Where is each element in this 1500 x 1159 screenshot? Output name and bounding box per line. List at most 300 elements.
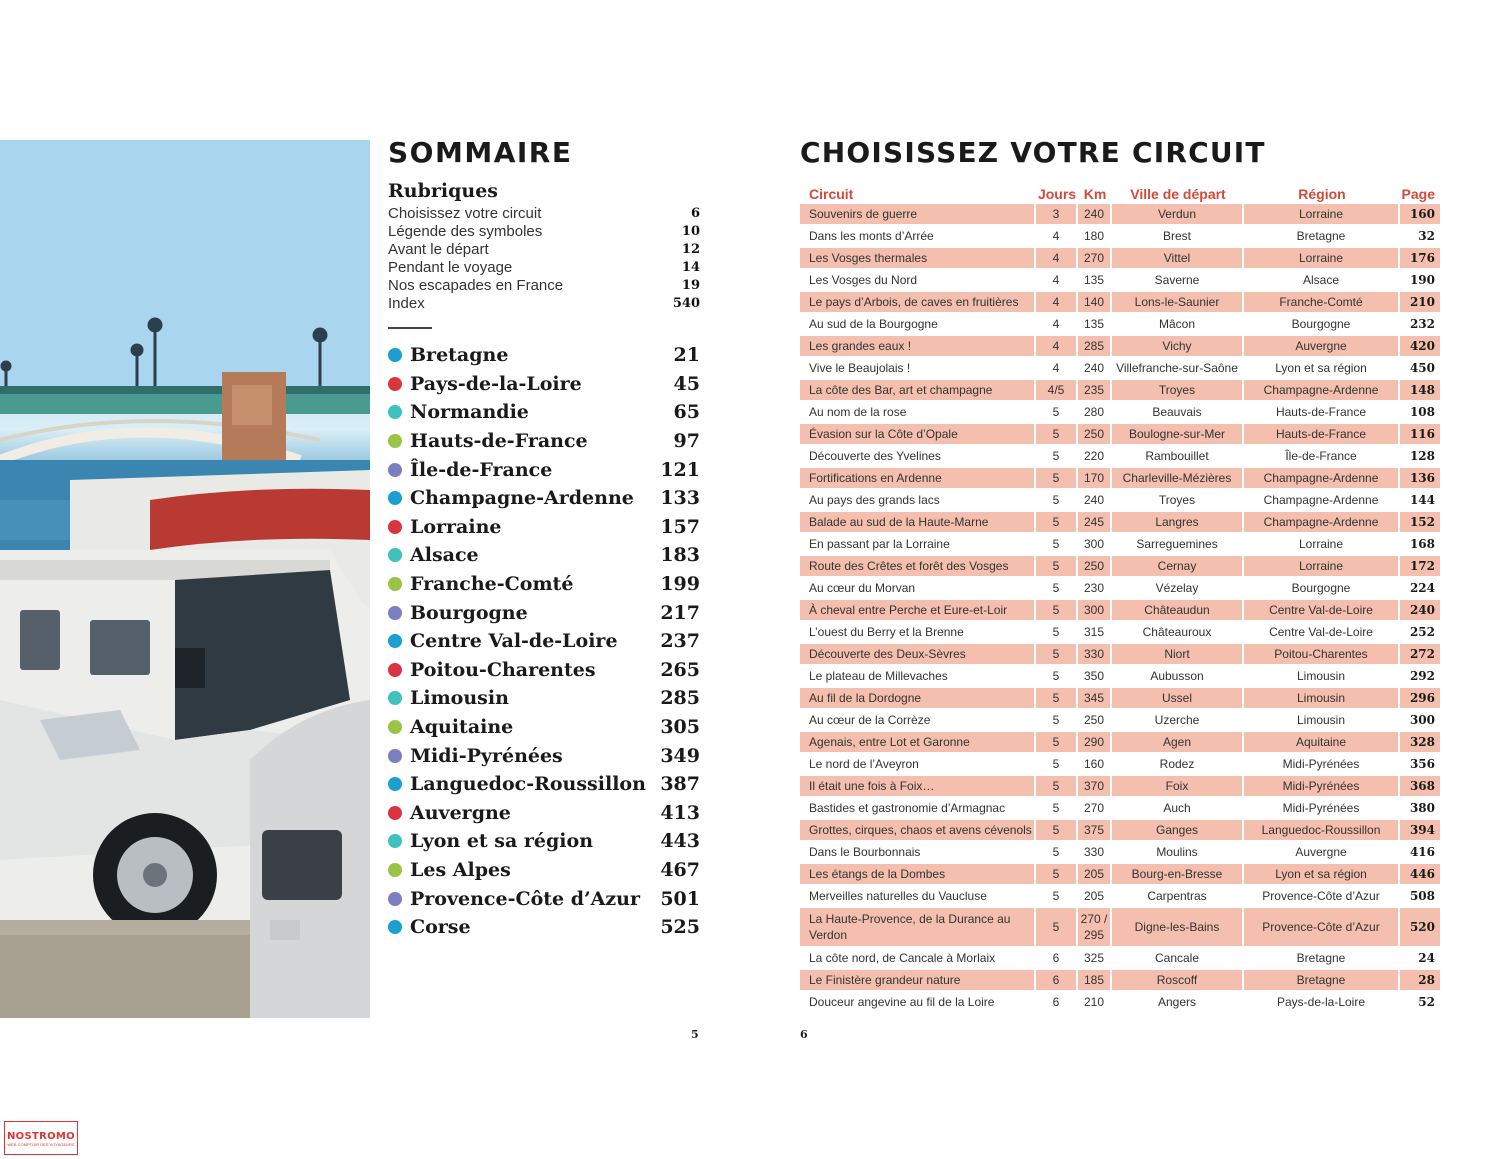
region-page: 501 [660,887,700,910]
cell-km: 250 [1078,556,1112,578]
cell-region: Lorraine [1244,248,1400,270]
region-item [388,627,700,656]
table-row [800,490,1440,512]
region-color-dot [388,463,402,477]
table-row [800,358,1440,380]
cell-km: 240 [1078,358,1112,380]
cell-km: 300 [1078,600,1112,622]
cover-photo [0,140,370,1018]
rubrique-label: Avant le départ [388,241,489,258]
region-name: Auvergne [410,801,511,824]
cell-km: 240 [1078,490,1112,512]
cell-km: 140 [1078,292,1112,314]
cell-region: Lyon et sa région [1244,864,1400,886]
cell-ville-depart: Vichy [1112,336,1244,358]
rubriques-heading: Rubriques [388,180,499,202]
cell-ville-depart: Troyes [1112,380,1244,402]
cell-ville-depart: Uzerche [1112,710,1244,732]
regions-list [388,341,700,941]
cell-ville-depart: Charleville-Mézières [1112,468,1244,490]
cell-region: Champagne-Ardenne [1244,468,1400,490]
region-color-dot [388,920,402,934]
cell-page: 272 [1400,644,1440,666]
region-page: 133 [660,487,700,510]
table-row [800,666,1440,688]
cell-circuit-name: Fortifications en Ardenne [800,468,1036,490]
cell-region: Lorraine [1244,556,1400,578]
region-color-dot [388,777,402,791]
cell-page: 380 [1400,798,1440,820]
region-name: Bourgogne [410,601,528,624]
table-row [800,864,1440,886]
region-name: Bretagne [410,344,509,367]
cell-region: Lorraine [1244,204,1400,226]
region-name: Languedoc-Roussillon [410,773,646,796]
divider [388,327,432,329]
region-item [388,570,700,599]
cell-km: 270 / 295 [1078,908,1112,948]
cell-ville-depart: Ganges [1112,820,1244,842]
cell-page: 24 [1400,948,1440,970]
cell-region: Centre Val-de-Loire [1244,600,1400,622]
cell-km: 245 [1078,512,1112,534]
region-color-dot [388,634,402,648]
region-color-dot [388,834,402,848]
column-header-ville: Ville de départ [1130,186,1226,202]
region-page: 217 [660,601,700,624]
table-row [800,314,1440,336]
table-row [800,292,1440,314]
cell-km: 330 [1078,842,1112,864]
cell-ville-depart: Foix [1112,776,1244,798]
table-row [800,468,1440,490]
table-row [800,908,1440,948]
cell-page: 176 [1400,248,1440,270]
table-row [800,226,1440,248]
cell-ville-depart: Châteaudun [1112,600,1244,622]
cell-jours: 5 [1036,842,1078,864]
region-item [388,713,700,742]
table-row [800,886,1440,908]
circuit-title: CHOISISSEZ VOTRE CIRCUIT [800,136,1266,169]
region-page: 97 [673,430,700,453]
region-color-dot [388,491,402,505]
cell-jours: 5 [1036,446,1078,468]
cell-jours: 4 [1036,292,1078,314]
cell-page: 292 [1400,666,1440,688]
cell-km: 375 [1078,820,1112,842]
cell-jours: 5 [1036,754,1078,776]
cell-jours: 4 [1036,358,1078,380]
cell-jours: 4 [1036,336,1078,358]
region-item [388,913,700,942]
cell-ville-depart: Ussel [1112,688,1244,710]
region-page: 387 [660,773,700,796]
cell-km: 300 [1078,534,1112,556]
region-item [388,799,700,828]
page-number-left: 5 [691,1028,699,1041]
cell-page: 224 [1400,578,1440,600]
region-name: Provence-Côte d’Azur [410,887,640,910]
rubrique-page: 6 [690,206,700,221]
region-item [388,856,700,885]
region-page: 265 [660,658,700,681]
table-row [800,402,1440,424]
cell-region: Champagne-Ardenne [1244,380,1400,402]
table-row [800,380,1440,402]
cell-jours: 4 [1036,226,1078,248]
region-item [388,827,700,856]
cell-region: Lyon et sa région [1244,358,1400,380]
rubrique-page: 19 [681,278,700,293]
region-item [388,656,700,685]
cell-ville-depart: Moulins [1112,842,1244,864]
cell-page: 136 [1400,468,1440,490]
cell-region: Auvergne [1244,842,1400,864]
cell-region: Hauts-de-France [1244,402,1400,424]
region-item [388,484,700,513]
cell-ville-depart: Cernay [1112,556,1244,578]
cell-circuit-name: Balade au sud de la Haute-Marne [800,512,1036,534]
region-name: Corse [410,916,471,939]
table-row [800,710,1440,732]
cell-ville-depart: Langres [1112,512,1244,534]
cell-circuit-name: Découverte des Deux-Sèvres [800,644,1036,666]
cell-jours: 5 [1036,600,1078,622]
cell-circuit-name: Découverte des Yvelines [800,446,1036,468]
cell-ville-depart: Mâcon [1112,314,1244,336]
table-row [800,842,1440,864]
table-row [800,248,1440,270]
table-row [800,556,1440,578]
cell-ville-depart: Niort [1112,644,1244,666]
region-name: Hauts-de-France [410,430,588,453]
cell-page: 394 [1400,820,1440,842]
cell-circuit-name: Au cœur du Morvan [800,578,1036,600]
region-item [388,541,700,570]
cell-region: Bretagne [1244,226,1400,248]
cell-km: 160 [1078,754,1112,776]
region-name: Poitou-Charentes [410,658,596,681]
region-page: 413 [660,801,700,824]
cell-page: 152 [1400,512,1440,534]
column-header-jours: Jours [1037,186,1077,202]
region-item [388,398,700,427]
cell-jours: 6 [1036,970,1078,992]
cell-km: 235 [1078,380,1112,402]
cell-region: Hauts-de-France [1244,424,1400,446]
cell-region: Limousin [1244,710,1400,732]
region-item [388,884,700,913]
cell-page: 210 [1400,292,1440,314]
cell-region: Franche-Comté [1244,292,1400,314]
region-color-dot [388,377,402,391]
cell-jours: 5 [1036,578,1078,600]
cell-region: Limousin [1244,666,1400,688]
cell-region: Île-de-France [1244,446,1400,468]
region-page: 467 [660,858,700,881]
cell-circuit-name: Au sud de la Bourgogne [800,314,1036,336]
cell-page: 28 [1400,970,1440,992]
table-row [800,688,1440,710]
cell-region: Provence-Côte d’Azur [1244,886,1400,908]
cell-region: Alsace [1244,270,1400,292]
cell-page: 300 [1400,710,1440,732]
cell-region: Midi-Pyrénées [1244,798,1400,820]
rubrique-label: Nos escapades en France [388,277,564,294]
region-item [388,341,700,370]
cell-page: 446 [1400,864,1440,886]
cell-circuit-name: Au pays des grands lacs [800,490,1036,512]
cell-page: 32 [1400,226,1440,248]
cell-region: Centre Val-de-Loire [1244,622,1400,644]
cell-km: 250 [1078,424,1112,446]
table-row [800,754,1440,776]
cell-region: Aquitaine [1244,732,1400,754]
cell-page: 252 [1400,622,1440,644]
cell-ville-depart: Saverne [1112,270,1244,292]
cell-page: 240 [1400,600,1440,622]
cell-km: 315 [1078,622,1112,644]
region-name: Normandie [410,401,529,424]
cell-page: 356 [1400,754,1440,776]
region-page: 525 [660,916,700,939]
rubrique-page: 14 [681,260,700,275]
region-color-dot [388,806,402,820]
cell-circuit-name: Le pays d’Arbois, de caves en fruitières [800,292,1036,314]
cell-circuit-name: Au cœur de la Corrèze [800,710,1036,732]
cell-jours: 5 [1036,622,1078,644]
cell-circuit-name: En passant par la Lorraine [800,534,1036,556]
cell-circuit-name: Il était une fois à Foix… [800,776,1036,798]
cell-ville-depart: Lons-le-Saunier [1112,292,1244,314]
cell-ville-depart: Angers [1112,992,1244,1014]
cell-ville-depart: Vittel [1112,248,1244,270]
region-color-dot [388,749,402,763]
region-page: 199 [660,573,700,596]
cell-page: 116 [1400,424,1440,446]
circuits-table [800,184,1440,1014]
region-name: Franche-Comté [410,573,574,596]
cell-region: Limousin [1244,688,1400,710]
region-color-dot [388,548,402,562]
table-row [800,776,1440,798]
cell-jours: 6 [1036,992,1078,1014]
region-page: 157 [660,515,700,538]
region-item [388,513,700,542]
cell-km: 330 [1078,644,1112,666]
cell-km: 230 [1078,578,1112,600]
table-row [800,644,1440,666]
rubrique-item [388,205,700,223]
cell-jours: 5 [1036,864,1078,886]
cell-km: 250 [1078,710,1112,732]
cell-km: 170 [1078,468,1112,490]
cell-jours: 5 [1036,688,1078,710]
cell-page: 52 [1400,992,1440,1014]
cell-region: Poitou-Charentes [1244,644,1400,666]
cell-circuit-name: La côte des Bar, art et champagne [800,380,1036,402]
cell-region: Bretagne [1244,948,1400,970]
cell-ville-depart: Bourg-en-Bresse [1112,864,1244,886]
logo-text: NOSTROMO [7,1131,75,1142]
table-row [800,578,1440,600]
cell-jours: 5 [1036,798,1078,820]
cell-ville-depart: Boulogne-sur-Mer [1112,424,1244,446]
cell-jours: 6 [1036,948,1078,970]
region-name: Alsace [410,544,479,567]
region-item [388,370,700,399]
cell-page: 368 [1400,776,1440,798]
rubrique-page: 12 [681,242,700,257]
rubrique-item [388,223,700,241]
region-page: 349 [660,744,700,767]
region-page: 285 [660,687,700,710]
cell-jours: 3 [1036,204,1078,226]
cell-km: 185 [1078,970,1112,992]
cell-ville-depart: Vézelay [1112,578,1244,600]
cell-circuit-name: À cheval entre Perche et Eure-et-Loir [800,600,1036,622]
cell-jours: 5 [1036,512,1078,534]
cell-region: Bretagne [1244,970,1400,992]
region-item [388,684,700,713]
cell-jours: 5 [1036,490,1078,512]
table-row [800,798,1440,820]
region-page: 237 [660,630,700,653]
cell-jours: 5 [1036,424,1078,446]
cell-km: 280 [1078,402,1112,424]
region-item [388,598,700,627]
cell-circuit-name: Vive le Beaujolais ! [800,358,1036,380]
cell-jours: 5 [1036,468,1078,490]
cell-page: 144 [1400,490,1440,512]
region-color-dot [388,434,402,448]
cell-region: Languedoc-Roussillon [1244,820,1400,842]
table-row [800,992,1440,1014]
cell-jours: 5 [1036,820,1078,842]
cell-page: 160 [1400,204,1440,226]
table-row [800,534,1440,556]
cell-region: Bourgogne [1244,578,1400,600]
cell-km: 350 [1078,666,1112,688]
rubrique-item [388,259,700,277]
region-color-dot [388,663,402,677]
cell-jours: 4/5 [1036,380,1078,402]
cell-circuit-name: La Haute-Provence, de la Durance au Verdon [800,908,1036,948]
sommaire-title: SOMMAIRE [388,136,573,169]
cell-jours: 5 [1036,556,1078,578]
region-name: Les Alpes [410,858,511,881]
cell-circuit-name: Dans le Bourbonnais [800,842,1036,864]
region-item [388,770,700,799]
cell-ville-depart: Sarreguemines [1112,534,1244,556]
cell-circuit-name: Douceur angevine au fil de la Loire [800,992,1036,1014]
column-header-km: Km [1083,186,1107,202]
region-color-dot [388,863,402,877]
cell-jours: 4 [1036,314,1078,336]
logo-subtext: WEB COMPTOIR DES VOYAGEURS [7,1142,75,1147]
cell-page: 148 [1400,380,1440,402]
cell-km: 135 [1078,314,1112,336]
region-page: 305 [660,716,700,739]
nostromo-logo [4,1121,78,1155]
table-row [800,970,1440,992]
camper-van-illustration [0,140,370,1018]
cell-km: 270 [1078,248,1112,270]
table-row [800,336,1440,358]
cell-circuit-name: Le plateau de Millevaches [800,666,1036,688]
cell-km: 325 [1078,948,1112,970]
table-row [800,424,1440,446]
table-row [800,948,1440,970]
region-name: Pays-de-la-Loire [410,372,582,395]
region-page: 45 [673,372,700,395]
rubrique-page: 540 [672,296,700,311]
cell-circuit-name: Agenais, entre Lot et Garonne [800,732,1036,754]
cell-page: 232 [1400,314,1440,336]
cell-region: Bourgogne [1244,314,1400,336]
cell-page: 172 [1400,556,1440,578]
region-name: Aquitaine [410,716,514,739]
table-row [800,512,1440,534]
cell-jours: 5 [1036,644,1078,666]
cell-ville-depart: Rambouillet [1112,446,1244,468]
rubrique-label: Pendant le voyage [388,259,513,276]
table-row [800,204,1440,226]
column-header-region: Région [1298,186,1346,202]
rubrique-label: Légende des symboles [388,223,543,240]
table-row [800,446,1440,468]
cell-circuit-name: Le Finistère grandeur nature [800,970,1036,992]
cell-circuit-name: Les grandes eaux ! [800,336,1036,358]
cell-jours: 4 [1036,270,1078,292]
cell-ville-depart: Châteauroux [1112,622,1244,644]
cell-page: 108 [1400,402,1440,424]
cell-circuit-name: Bastides et gastronomie d’Armagnac [800,798,1036,820]
table-row [800,732,1440,754]
cell-km: 285 [1078,336,1112,358]
cell-circuit-name: Grottes, cirques, chaos et avens cévenols [800,820,1036,842]
cell-jours: 5 [1036,732,1078,754]
cell-ville-depart: Verdun [1112,204,1244,226]
cell-region: Pays-de-la-Loire [1244,992,1400,1014]
cell-km: 210 [1078,992,1112,1014]
cell-ville-depart: Carpentras [1112,886,1244,908]
cell-jours: 5 [1036,402,1078,424]
cell-jours: 4 [1036,248,1078,270]
cell-region: Auvergne [1244,336,1400,358]
cell-ville-depart: Auch [1112,798,1244,820]
cell-ville-depart: Villefranche-sur-Saône [1112,358,1244,380]
table-row [800,820,1440,842]
region-page: 183 [660,544,700,567]
cell-page: 416 [1400,842,1440,864]
cell-km: 240 [1078,204,1112,226]
region-page: 65 [673,401,700,424]
table-row [800,622,1440,644]
cell-km: 180 [1078,226,1112,248]
table-row [800,270,1440,292]
region-name: Lorraine [410,515,502,538]
rubrique-label: Choisissez votre circuit [388,205,542,222]
region-color-dot [388,577,402,591]
cell-region: Champagne-Ardenne [1244,490,1400,512]
cell-circuit-name: Le nord de l’Aveyron [800,754,1036,776]
rubrique-item [388,295,700,313]
cell-page: 128 [1400,446,1440,468]
region-color-dot [388,892,402,906]
cell-ville-depart: Aubusson [1112,666,1244,688]
